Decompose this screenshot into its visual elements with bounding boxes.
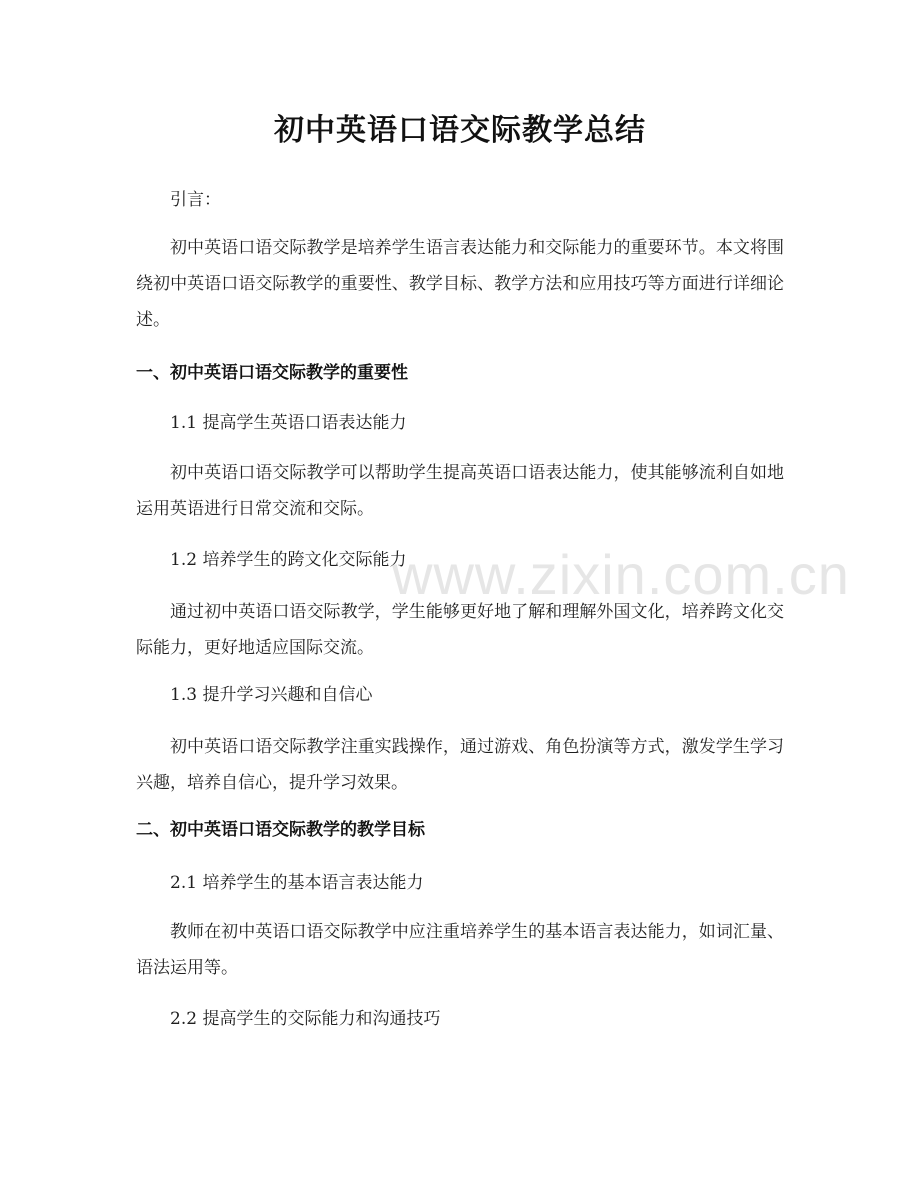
section-heading-1: 一、初中英语口语交际教学的重要性 <box>136 363 408 383</box>
subheading-2-2: 2.2 提高学生的交际能力和沟通技巧 <box>170 1009 441 1029</box>
paragraph-1-1: 初中英语口语交际教学可以帮助学生提高英语口语表达能力，使其能够流利自如地运用英语进行日常交流和交际。 <box>136 463 784 519</box>
section-heading-2: 二、初中英语口语交际教学的教学目标 <box>136 820 425 840</box>
paragraph-2-1: 教师在初中英语口语交际教学中应注重培养学生的基本语言表达能力，如词汇量、语法运用等。 <box>136 922 784 978</box>
intro-paragraph: 初中英语口语交际教学是培养学生语言表达能力和交际能力的重要环节。本文将围绕初中英语口语交际教学的重要性、教学目标、教学方法和应用技巧等方面进行详细论述。 <box>136 238 784 330</box>
document-title: 初中英语口语交际教学总结 <box>274 113 646 148</box>
subheading-1-2: 1.2 培养学生的跨文化交际能力 <box>170 550 407 570</box>
paragraph-1-3: 初中英语口语交际教学注重实践操作，通过游戏、角色扮演等方式，激发学生学习兴趣，培养自信心，提升学习效果。 <box>136 737 784 793</box>
subheading-2-1: 2.1 培养学生的基本语言表达能力 <box>170 873 424 893</box>
watermark: www.zixin.com.cn <box>392 543 850 606</box>
subheading-1-3: 1.3 提升学习兴趣和自信心 <box>170 685 373 705</box>
intro-label: 引言： <box>170 190 221 210</box>
paragraph-1-2: 通过初中英语口语交际教学，学生能够更好地了解和理解外国文化，培养跨文化交际能力，更好地适应国际交流。 <box>136 602 784 658</box>
subheading-1-1: 1.1 提高学生英语口语表达能力 <box>170 413 407 433</box>
